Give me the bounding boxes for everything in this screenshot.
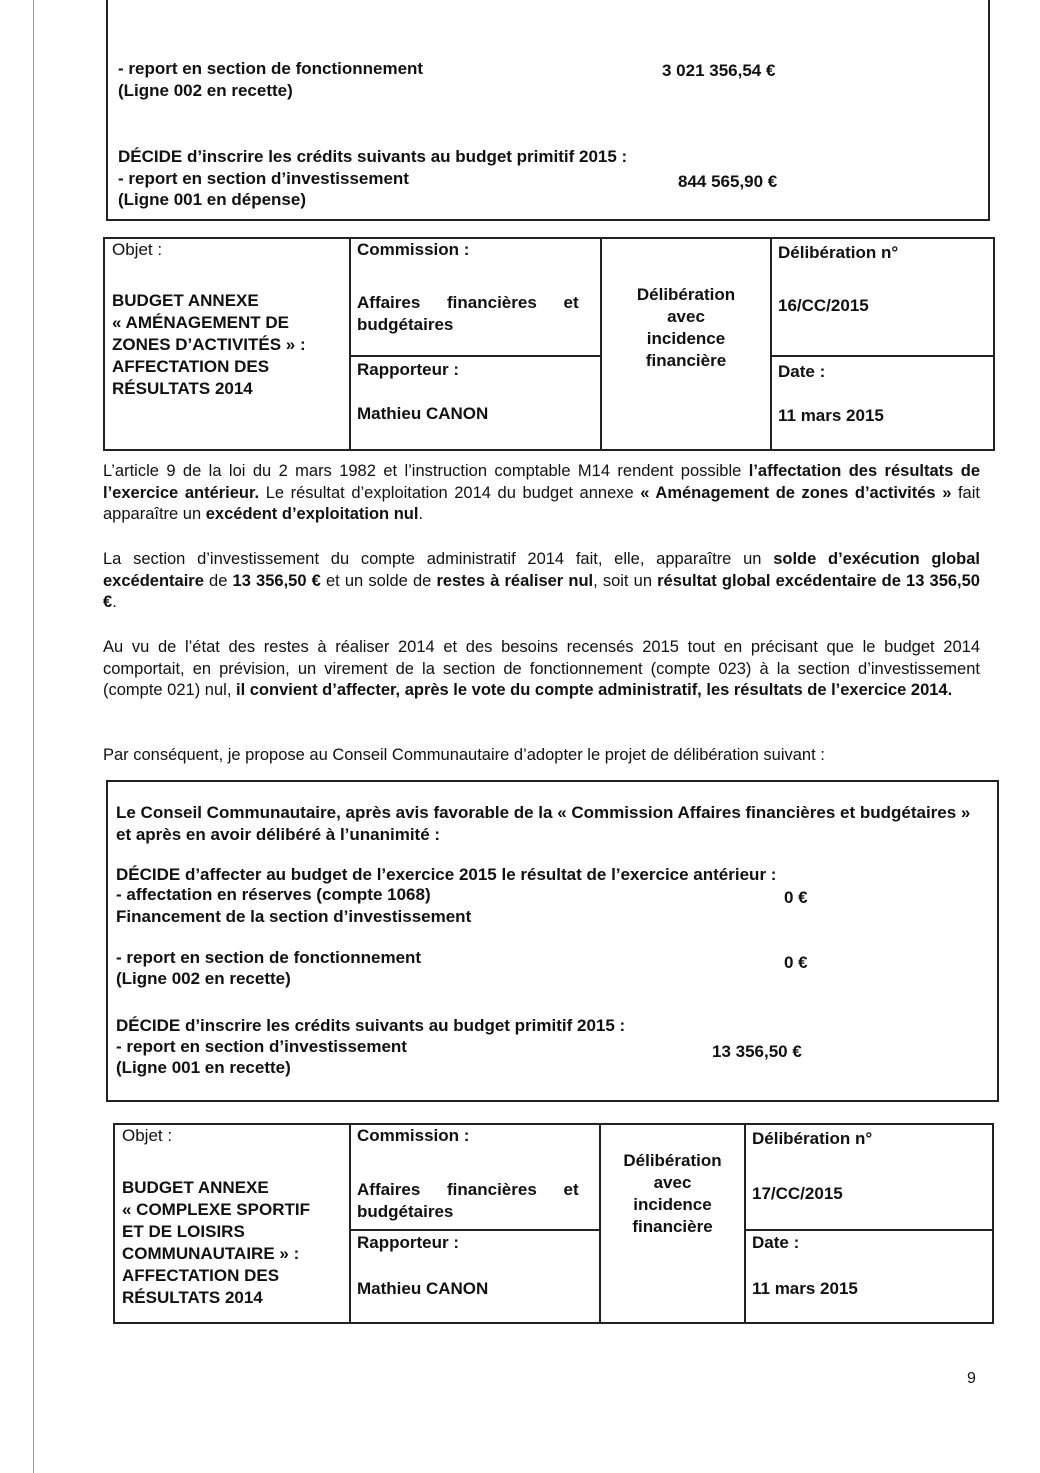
text-run: Au vu de l’état des restes à réaliser 2014 et des besoins recensés 2015 tout en précisant que le budget 2014 comportait, en prévision, un virement de la section de fonctionnement (compte 023) à la section d’investissement (compte 021) nul, (103, 638, 980, 699)
text-run: fait apparaître un (103, 483, 980, 523)
bold-run: 13 356,50 € (232, 571, 321, 590)
paragraph-proposition: Par conséquent, je propose au Conseil Communautaire d’adopter le projet de délibération suivant : (103, 746, 825, 764)
deliberation-number-label: Délibération n° (778, 243, 899, 262)
paragraph-restes-a-realiser (103, 637, 980, 702)
bold-run: excédent d’exploitation nul (205, 505, 419, 523)
decision-box (106, 780, 999, 1102)
page-number: 9 (967, 1370, 976, 1387)
bold-run: restes à réaliser nul (436, 571, 594, 590)
incidence-cell (601, 238, 771, 450)
incidence-line: Délibération (623, 1151, 722, 1170)
objet-cell (114, 1124, 350, 1323)
commission-value-text: Affaires financières et (357, 293, 579, 312)
incidence-line: avec (667, 307, 705, 326)
report-investissement-amount: 844 565,90 € (678, 172, 778, 191)
objet-label: Objet : (122, 1126, 173, 1145)
incidence-line: incidence (646, 329, 726, 348)
objet-line: AFFECTATION DES (112, 357, 270, 376)
affectation-reserves-amount: 0 € (784, 888, 808, 907)
report-investissement-line: - report en section d’investissement (118, 169, 409, 188)
decide-inscrire-line: DÉCIDE d’inscrire les crédits suivants au budget primitif 2015 : (116, 1016, 626, 1035)
date-cell (771, 356, 994, 450)
paragraph-section-investissement (103, 549, 980, 614)
commission-value (357, 1179, 595, 1223)
objet-line: RÉSULTATS 2014 (112, 379, 253, 398)
commission-value-text: Affaires financières et (357, 1180, 579, 1199)
bold-run: solde d’exécution global excédentaire (103, 550, 981, 590)
text-run: et un solde de (320, 571, 437, 590)
page-margin-line (33, 0, 34, 1473)
objet-line: AFFECTATION DES (122, 1266, 280, 1285)
commission-value-line (357, 292, 595, 314)
incidence-line: avec (653, 1173, 692, 1192)
decide-affecter-line: DÉCIDE d’affecter au budget de l’exercice 2015 le résultat de l’exercice antérieur : (116, 865, 777, 884)
rapporteur-value: Mathieu CANON (357, 1279, 489, 1298)
objet-cell (104, 238, 350, 450)
rapporteur-cell (350, 1230, 600, 1323)
rapporteur-cell (350, 356, 601, 450)
report-fonctionnement-line: - report en section de fonctionnement (116, 948, 422, 967)
incidence-line: incidence (633, 1195, 712, 1214)
financement-investissement-line: Financement de la section d’investissement (116, 907, 472, 926)
incidence-line: Délibération (636, 285, 736, 304)
commission-cell (350, 238, 601, 356)
text-run: de (203, 571, 233, 590)
incidence-financiere-label (602, 284, 770, 372)
deliberation-header-table-16 (103, 237, 995, 451)
objet-line: ET DE LOISIRS (122, 1222, 245, 1241)
bold-run: « Aménagement de zones d’activités » (640, 483, 952, 502)
text-run: . (112, 593, 117, 611)
decide-inscrire-line: DÉCIDE d’inscrire les crédits suivants au budget primitif 2015 : (118, 147, 628, 166)
report-fonctionnement-amount: 0 € (784, 953, 808, 972)
deliberation-header-table-17 (113, 1123, 994, 1324)
ligne-002-line: (Ligne 002 en recette) (116, 969, 291, 988)
previous-decision-box (106, 0, 990, 221)
incidence-financiere-label (601, 1150, 744, 1238)
objet-line: ZONES D’ACTIVITÉS » : (112, 335, 306, 354)
report-investissement-line: - report en section d’investissement (116, 1037, 407, 1056)
date-value: 11 mars 2015 (778, 406, 884, 425)
affectation-reserves-line: - affectation en réserves (compte 1068) (116, 885, 431, 904)
date-cell (745, 1230, 993, 1323)
objet-line: « COMPLEXE SPORTIF (122, 1200, 310, 1219)
objet-line: RÉSULTATS 2014 (122, 1288, 263, 1307)
bold-run: l’affectation des résultats de l’exercice antérieur. (103, 462, 980, 502)
commission-label: Commission : (357, 240, 470, 259)
incidence-line: financière (632, 1217, 713, 1236)
date-value: 11 mars 2015 (752, 1279, 858, 1298)
objet-title (122, 1177, 310, 1309)
commission-value-text: budgétaires (357, 315, 454, 334)
deliberation-number-label: Délibération n° (752, 1129, 873, 1148)
deliberation-number-value: 17/CC/2015 (752, 1184, 843, 1203)
objet-label: Objet : (112, 240, 163, 259)
deliberation-number-cell (771, 238, 994, 356)
deliberation-number-cell (745, 1124, 993, 1230)
report-fonctionnement-amount: 3 021 356,54 € (662, 61, 776, 80)
rapporteur-label: Rapporteur : (357, 360, 459, 379)
commission-value (357, 292, 595, 336)
date-label: Date : (752, 1233, 800, 1252)
paragraph-article-9 (103, 461, 980, 526)
deliberation-number-value: 16/CC/2015 (778, 296, 869, 315)
objet-line: BUDGET ANNEXE (112, 291, 259, 310)
text-run: La section d’investissement du compte administratif 2014 fait, elle, apparaître un (103, 550, 774, 568)
report-investissement-amount: 13 356,50 € (712, 1042, 802, 1061)
ligne-002-line: (Ligne 002 en recette) (118, 81, 293, 100)
text-run: . (418, 505, 424, 523)
bold-run: il convient d’affecter, après le vote du compte administratif, les résultats de l’exercice 2014. (235, 681, 953, 699)
commission-label: Commission : (357, 1126, 470, 1145)
text-run: , soit un (593, 571, 658, 590)
text-run: Le résultat d’exploitation 2014 du budget annexe (259, 483, 641, 502)
ligne-001-line: (Ligne 001 en dépense) (118, 190, 306, 209)
objet-line: « AMÉNAGEMENT DE (112, 313, 289, 332)
objet-title (112, 290, 306, 400)
decision-intro: Le Conseil Communautaire, après avis favorable de la « Commission Affaires financières et budgétaires » et après en avoir délibéré à l’unanimité : (116, 803, 971, 844)
rapporteur-value: Mathieu CANON (357, 404, 489, 423)
commission-value-text: budgétaires (357, 1202, 454, 1221)
objet-line: BUDGET ANNEXE (122, 1178, 269, 1197)
objet-line: COMMUNAUTAIRE » : (122, 1244, 300, 1263)
report-fonctionnement-line: - report en section de fonctionnement (118, 59, 424, 78)
commission-cell (350, 1124, 600, 1230)
date-label: Date : (778, 362, 826, 381)
ligne-001-line: (Ligne 001 en recette) (116, 1058, 291, 1077)
rapporteur-label: Rapporteur : (357, 1233, 459, 1252)
incidence-cell (600, 1124, 745, 1323)
incidence-line: financière (645, 351, 727, 370)
bold-run: résultat global excédentaire de 13 356,50 € (103, 571, 980, 611)
text-run: L’article 9 de la loi du 2 mars 1982 et l’instruction comptable M14 rendent possible (103, 462, 749, 480)
